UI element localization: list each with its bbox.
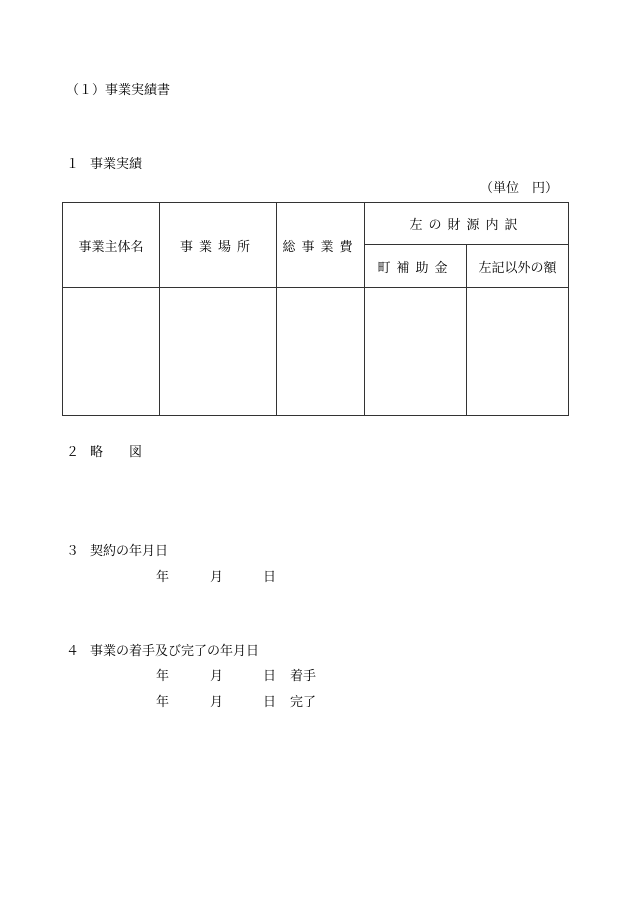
contract-year-label: 年 xyxy=(156,570,170,585)
start-day-label: 日 xyxy=(263,669,277,684)
cell-town-subsidy xyxy=(365,288,467,416)
section-3-heading xyxy=(66,545,168,558)
header-other-amount: 左記以外の額 xyxy=(467,245,569,288)
section-1-title: 事業実績 xyxy=(90,157,143,172)
section-3-number: ３ xyxy=(66,544,80,559)
start-year-label: 年 xyxy=(156,669,170,684)
unit-label: （単位 円） xyxy=(479,181,558,196)
cell-location xyxy=(160,288,277,416)
end-year-label: 年 xyxy=(156,695,170,710)
header-location: 事業場所 xyxy=(160,203,277,288)
table-row xyxy=(63,288,569,416)
section-2-number: ２ xyxy=(66,445,80,460)
section-1-heading xyxy=(66,158,142,171)
section-3-title: 契約の年月日 xyxy=(90,544,169,559)
cell-total-cost xyxy=(277,288,365,416)
end-month-label: 月 xyxy=(210,695,224,710)
section-4-number: ４ xyxy=(66,644,80,659)
section-2-title: 略 図 xyxy=(90,445,143,460)
section-2-heading xyxy=(66,446,142,459)
contract-day-label: 日 xyxy=(263,570,277,585)
document-title: （１）事業実績書 xyxy=(66,83,171,98)
header-entity: 事業主体名 xyxy=(63,203,160,288)
start-label: 着手 xyxy=(290,669,317,684)
cell-entity xyxy=(63,288,160,416)
cell-other-amount xyxy=(467,288,569,416)
contract-month-label: 月 xyxy=(210,570,224,585)
section-4-heading xyxy=(66,645,259,658)
end-label: 完了 xyxy=(290,695,317,710)
start-month-label: 月 xyxy=(210,669,224,684)
header-funding-breakdown: 左の財源内訳 xyxy=(365,203,569,245)
results-table xyxy=(62,202,569,416)
header-total-cost: 総事業費 xyxy=(277,203,365,288)
section-4-title: 事業の着手及び完了の年月日 xyxy=(90,644,260,659)
end-day-label: 日 xyxy=(263,695,277,710)
section-1-number: １ xyxy=(66,157,80,172)
header-town-subsidy: 町補助金 xyxy=(365,245,467,288)
